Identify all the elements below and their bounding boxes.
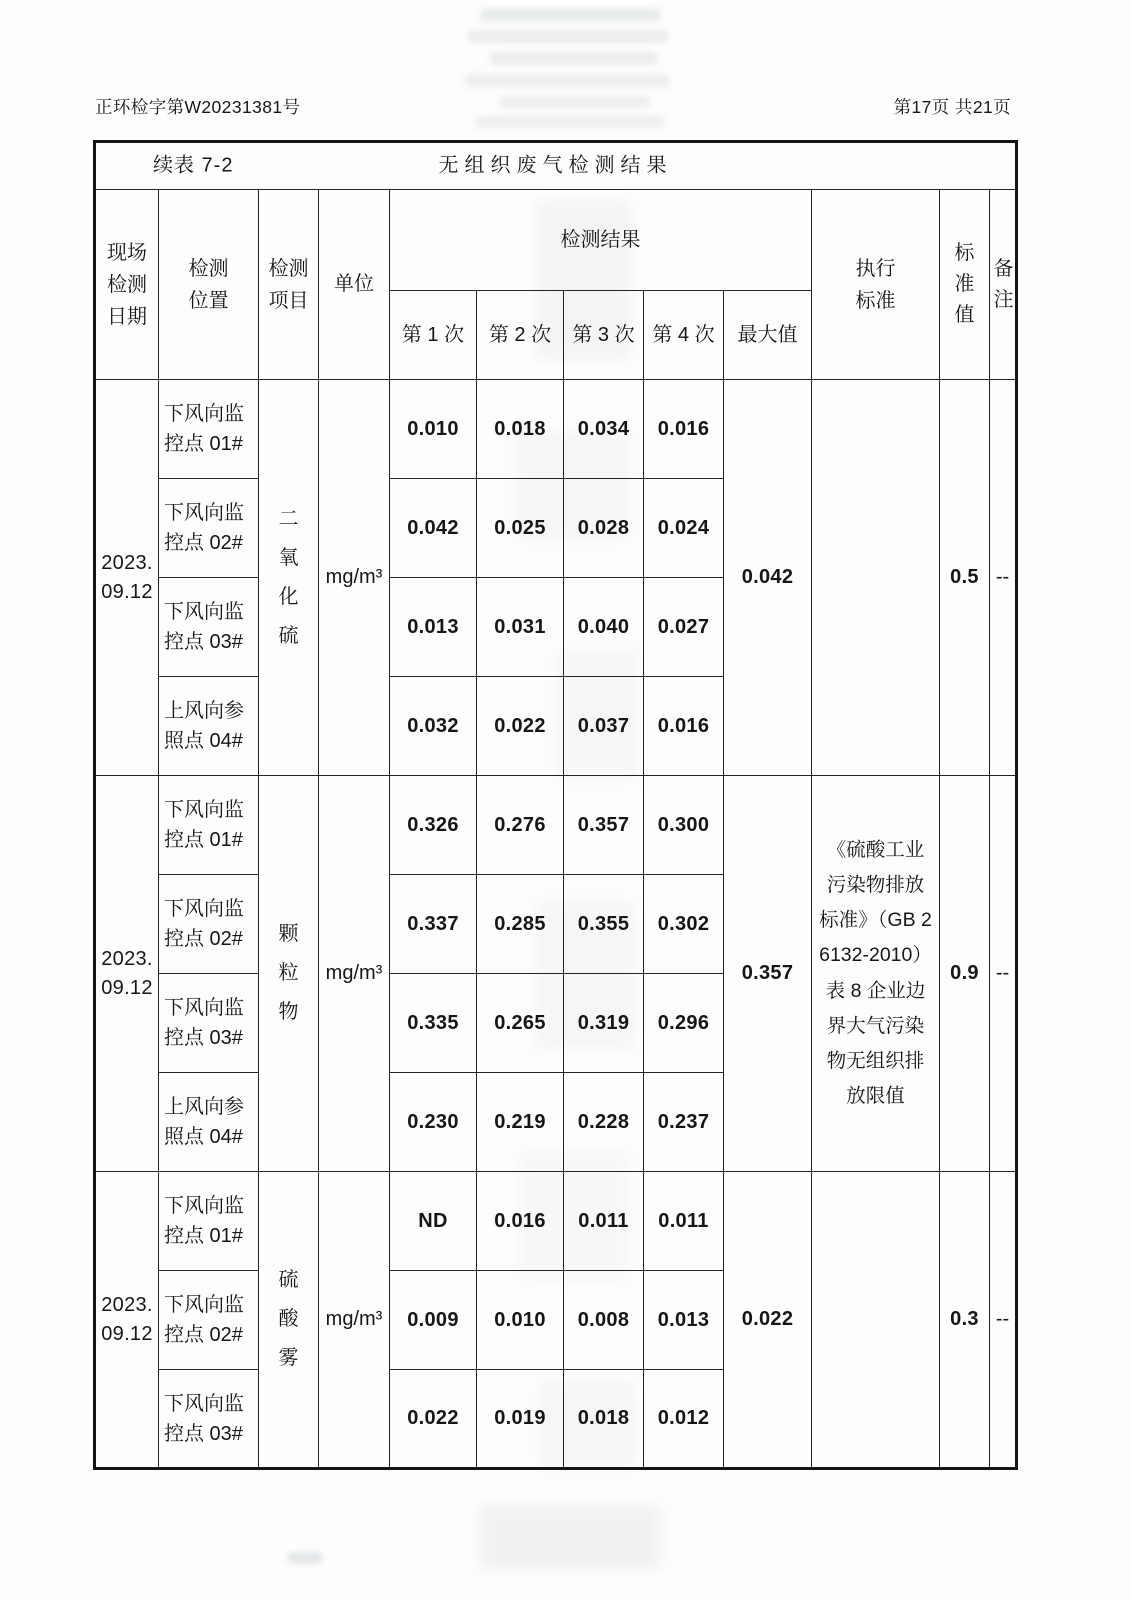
table-title-cell bbox=[95, 142, 1017, 190]
item-cell: 硫酸雾 bbox=[259, 1172, 319, 1469]
position-cell: 上风向参照点 04# bbox=[159, 677, 259, 776]
remark-cell: -- bbox=[990, 776, 1017, 1172]
position-cell: 下风向监控点 03# bbox=[159, 974, 259, 1073]
position-cell: 下风向监控点 01# bbox=[159, 380, 259, 479]
value-cell: 0.012 bbox=[644, 1370, 724, 1469]
bleed-through-artifact bbox=[490, 52, 658, 65]
value-cell: 0.032 bbox=[390, 677, 477, 776]
value-cell: 0.355 bbox=[564, 875, 644, 974]
value-cell: 0.028 bbox=[564, 479, 644, 578]
doc-number: 正环检字第W20231381号 bbox=[95, 97, 301, 117]
unit-cell: mg/m³ bbox=[319, 776, 390, 1172]
value-cell: 0.230 bbox=[390, 1073, 477, 1172]
value-cell: 0.228 bbox=[564, 1073, 644, 1172]
position-cell: 下风向监控点 02# bbox=[159, 1271, 259, 1370]
value-cell: 0.016 bbox=[644, 380, 724, 479]
value-cell: 0.009 bbox=[390, 1271, 477, 1370]
bleed-through-artifact bbox=[480, 1505, 660, 1570]
value-cell: 0.296 bbox=[644, 974, 724, 1073]
value-cell: 0.013 bbox=[390, 578, 477, 677]
position-cell: 下风向监控点 01# bbox=[159, 1172, 259, 1271]
value-cell: 0.016 bbox=[644, 677, 724, 776]
value-cell: 0.265 bbox=[477, 974, 564, 1073]
standard-value-cell: 0.5 bbox=[940, 380, 990, 776]
standard-value-cell: 0.3 bbox=[940, 1172, 990, 1469]
value-cell: 0.008 bbox=[564, 1271, 644, 1370]
header-run3: 第 3 次 bbox=[564, 291, 644, 380]
value-cell: 0.011 bbox=[644, 1172, 724, 1271]
position-cell: 下风向监控点 02# bbox=[159, 479, 259, 578]
value-cell: 0.010 bbox=[390, 380, 477, 479]
value-cell: 0.019 bbox=[477, 1370, 564, 1469]
value-cell: 0.011 bbox=[564, 1172, 644, 1271]
value-cell: 0.016 bbox=[477, 1172, 564, 1271]
value-cell: 0.237 bbox=[644, 1073, 724, 1172]
value-cell: ND bbox=[390, 1172, 477, 1271]
header-standard-value: 标准值 bbox=[940, 190, 990, 380]
value-cell: 0.022 bbox=[390, 1370, 477, 1469]
results-table bbox=[93, 140, 1018, 1470]
header-run4: 第 4 次 bbox=[644, 291, 724, 380]
table-row bbox=[95, 1172, 1017, 1271]
unit-cell: mg/m³ bbox=[319, 380, 390, 776]
value-cell: 0.010 bbox=[477, 1271, 564, 1370]
position-cell: 下风向监控点 03# bbox=[159, 1370, 259, 1469]
value-cell: 0.300 bbox=[644, 776, 724, 875]
item-cell: 颗粒物 bbox=[259, 776, 319, 1172]
header-remark: 备注 bbox=[990, 190, 1017, 380]
max-value-cell: 0.357 bbox=[724, 776, 812, 1172]
remark-cell: -- bbox=[990, 1172, 1017, 1469]
unit-cell: mg/m³ bbox=[319, 1172, 390, 1469]
item-cell: 二氧化硫 bbox=[259, 380, 319, 776]
value-cell: 0.337 bbox=[390, 875, 477, 974]
table-continued-label: 续表 7-2 bbox=[153, 154, 234, 177]
bleed-through-artifact bbox=[288, 1552, 322, 1564]
table-title-row bbox=[95, 142, 1017, 190]
value-cell: 0.219 bbox=[477, 1073, 564, 1172]
position-cell: 下风向监控点 02# bbox=[159, 875, 259, 974]
table-header-row-1 bbox=[95, 190, 1017, 291]
standard-cell bbox=[812, 776, 940, 1172]
standard-text: 《硫酸工业污染物排放标准》（GB 26132-2010）表 8 企业边界大气污染物无组织排放限值 bbox=[819, 839, 932, 1107]
header-item: 检测项目 bbox=[259, 190, 319, 380]
value-cell: 0.040 bbox=[564, 578, 644, 677]
standard-cell bbox=[812, 380, 940, 776]
standard-cell bbox=[812, 1172, 940, 1469]
value-cell: 0.319 bbox=[564, 974, 644, 1073]
max-value-cell: 0.042 bbox=[724, 380, 812, 776]
header-position: 检测位置 bbox=[159, 190, 259, 380]
value-cell: 0.034 bbox=[564, 380, 644, 479]
header-standard: 执行标准 bbox=[812, 190, 940, 380]
value-cell: 0.285 bbox=[477, 875, 564, 974]
value-cell: 0.027 bbox=[644, 578, 724, 677]
header-max: 最大值 bbox=[724, 291, 812, 380]
table-row bbox=[95, 380, 1017, 479]
value-cell: 0.031 bbox=[477, 578, 564, 677]
value-cell: 0.302 bbox=[644, 875, 724, 974]
value-cell: 0.024 bbox=[644, 479, 724, 578]
bleed-through-artifact bbox=[480, 8, 660, 22]
value-cell: 0.025 bbox=[477, 479, 564, 578]
table-row bbox=[95, 776, 1017, 875]
bleed-through-artifact bbox=[468, 30, 668, 43]
page-indicator: 第17页 共21页 bbox=[893, 97, 1011, 117]
value-cell: 0.018 bbox=[564, 1370, 644, 1469]
value-cell: 0.335 bbox=[390, 974, 477, 1073]
header-unit: 单位 bbox=[319, 190, 390, 380]
table-title: 无组织废气检测结果 bbox=[438, 154, 673, 177]
max-value-cell: 0.022 bbox=[724, 1172, 812, 1469]
value-cell: 0.022 bbox=[477, 677, 564, 776]
date-cell: 2023.09.12 bbox=[95, 1172, 159, 1469]
position-cell: 下风向监控点 01# bbox=[159, 776, 259, 875]
value-cell: 0.357 bbox=[564, 776, 644, 875]
value-cell: 0.326 bbox=[390, 776, 477, 875]
date-cell: 2023.09.12 bbox=[95, 380, 159, 776]
value-cell: 0.276 bbox=[477, 776, 564, 875]
position-cell: 上风向参照点 04# bbox=[159, 1073, 259, 1172]
bleed-through-artifact bbox=[465, 74, 670, 87]
value-cell: 0.037 bbox=[564, 677, 644, 776]
document-header bbox=[0, 94, 1131, 120]
date-cell: 2023.09.12 bbox=[95, 776, 159, 1172]
standard-value-cell: 0.9 bbox=[940, 776, 990, 1172]
remark-cell: -- bbox=[990, 380, 1017, 776]
value-cell: 0.042 bbox=[390, 479, 477, 578]
position-cell: 下风向监控点 03# bbox=[159, 578, 259, 677]
header-run1: 第 1 次 bbox=[390, 291, 477, 380]
header-results-group: 检测结果 bbox=[390, 190, 812, 291]
value-cell: 0.013 bbox=[644, 1271, 724, 1370]
header-date: 现场检测日期 bbox=[95, 190, 159, 380]
value-cell: 0.018 bbox=[477, 380, 564, 479]
header-run2: 第 2 次 bbox=[477, 291, 564, 380]
